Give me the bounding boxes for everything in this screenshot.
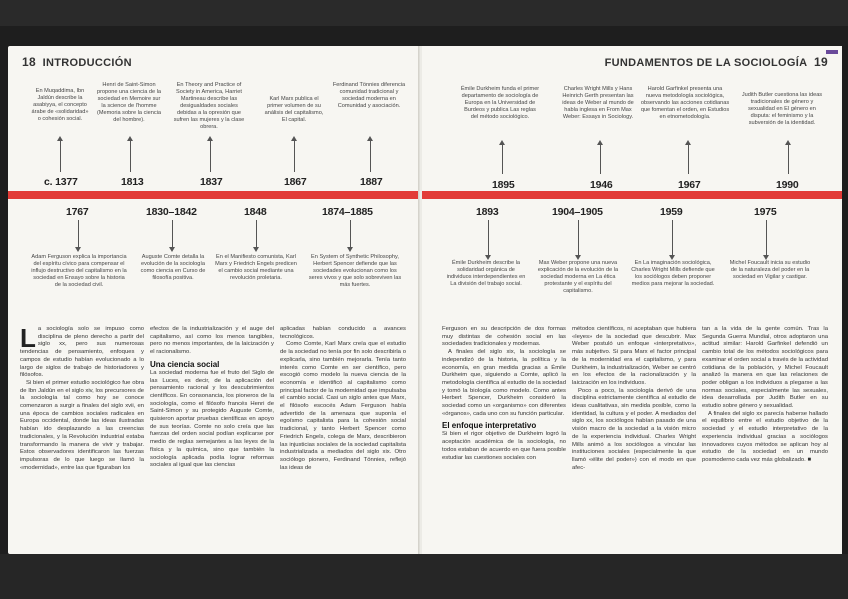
arrow-1990 — [788, 144, 789, 174]
arrow-1867 — [294, 140, 295, 172]
left-page-title: INTRODUCCIÓN — [42, 57, 132, 69]
year-1990: 1990 — [776, 179, 799, 191]
event-text-1830-1842: Auguste Comte detalla la evolución de la sociología como ciencia en Curso de filosofía positiva. — [140, 254, 206, 281]
year-1946: 1946 — [590, 179, 613, 191]
background-bottom — [0, 554, 848, 599]
paragraph: Si bien el primer estudio sociológico fue obra de Ibn Jaldún en el siglo xiv, los precursores de la sociología tal como hoy se conoce comenzaron a surgir a finales del siglo xvii, en una época de cambios sociales radicales en Europa occidental, donde las ideas ilustradas habían ido desplazando a las creencias tradicionales, y la Revolución industrial estaba transformando la manera de vivir y trabajar. Estos observadores identificaron las fuerzas impulsoras de lo que luego se llamó la «modernidad», entre las que figuraban los — [20, 379, 144, 471]
timeline-band-right — [422, 191, 842, 199]
right-page-number: 19 — [814, 55, 828, 69]
arrow-c1377 — [60, 140, 61, 172]
event-text-1767: Adam Ferguson explica la importancia del espíritu cívico para compensar el influjo destructivo del capitalismo en la sociedad en Ensayo sobre la historia de la sociedad civil. — [31, 254, 127, 288]
arrow-1904-1905 — [578, 220, 579, 256]
paragraph: A finales del siglo xix, la sociología se independizó de la historia, la política y la economía, en gran medida gracias a Émile Durkheim que, siguiendo a Comte, aplicó la metodología científica al estudio de la sociedad y tomó la biología como modelo. Como antes Herbert Spencer, Durkheim consideró la sociedad como un «organismo» con diferentes «órganos», cada uno con su función particular. — [442, 349, 566, 417]
section-heading: Una ciencia social — [150, 359, 220, 369]
paragraph: Poco a poco, la sociología derivó de una disciplina estrictamente científica al estudio de ideas cualitativas, sin medida posible, como la identidad, la cultura y el poder. A mediados del siglo xx, los sociólogos habían pasado de una visión macro de la sociedad a la visión micro de la experiencia individual. Charles Wright Mills animó a los sociólogos a vincular las instituciones sociales (especialmente la que llamó «élite del poder») con el modo en que afec- — [572, 387, 696, 471]
year-1837: 1837 — [200, 176, 223, 188]
right-column-3 — [702, 326, 828, 465]
paragraph: aplicadas habían conducido a avances tecnológicos. — [280, 326, 406, 340]
event-text-1848: En el Manifiesto comunista, Karl Marx y Friedrich Engels predicen el cambio social mediante una revolución proletaria. — [215, 254, 297, 281]
event-text-1904-1905: Max Weber propone una nueva explicación de la evolución de la sociedad moderna en La ética protestante y el espíritu del capitalismo. — [537, 260, 619, 294]
year-1867: 1867 — [284, 176, 307, 188]
event-text-1813: Henri de Saint-Simon propone una ciencia de la sociedad en Memoire sur la science de l'homme (Memoria sobre la ciencia del hombre). — [96, 82, 162, 123]
year-1848: 1848 — [244, 206, 267, 218]
paragraph: A finales del siglo xx parecía haberse hallado el equilibrio entre el estudio objetivo de la sociedad y el estudio interpretativo de la experiencia individual gracias a sociólogos innovadores cuyos métodos se aplican hoy al estudio de la sociedad en un mundo posmoderno cada vez más globalizado. ■ — [702, 410, 828, 463]
arrow-1975 — [766, 220, 767, 256]
event-text-1837: En Theory and Practice of Society in America, Harriet Martineau describe las desigualdades sociales debidas a la opresión que sufren las mujeres y la clase obrera. — [173, 82, 245, 130]
section-heading: El enfoque interpretativo — [442, 421, 537, 431]
year-1904-1905: 1904–1905 — [552, 206, 603, 218]
event-text-1959: En La imaginación sociológica, Charles Wright Mills defiende que los sociólogos deben proponer medios para mejorar la sociedad. — [631, 260, 715, 287]
year-1887: 1887 — [360, 176, 383, 188]
event-text-1867: Karl Marx publica el primer volumen de su análisis del capitalismo, El capital. — [264, 96, 324, 123]
event-text-1887: Ferdinand Tönnies diferencia comunidad tradicional y sociedad moderna en Comunidad y asociación. — [332, 82, 406, 109]
event-text-1990: Judith Butler cuestiona las ideas tradicionales de género y sexualidad en El género en disputa: el feminismo y la subversión de la identidad. — [741, 92, 823, 126]
paragraph: Ferguson en su descripción de dos formas muy distintas de cohesión social en las sociedades tradicionales y modernas. — [442, 326, 566, 348]
arrow-1874-1885 — [350, 220, 351, 248]
year-1830-1842: 1830–1842 — [146, 206, 197, 218]
event-text-c1377: En Muqaddima, Ibn Jaldún describe la asabiyya, el concepto árabe de «solidaridad» o cohesión social. — [31, 88, 89, 122]
left-page — [8, 46, 420, 554]
event-text-1975: Michel Foucault inicia su estudio de la naturaleza del poder en la sociedad en Vigilar y castigar. — [729, 260, 811, 280]
paragraph: tan a la vida de la gente común. Tras la Segunda Guerra Mundial, otros adoptaron una actitud similar: Harold Garfinkel defendió un cambio total de los métodos sociológicos para examinar el orden social a través de la actividad cotidiana de la población, y Michel Foucault analizó la manera en que las relaciones de poder obligan a los individuos a plegarse a las normas sociales, especialmente las sexuales, idea desarrollada por Judith Butler en su estudio sobre género y sexualidad. — [702, 326, 828, 410]
right-column-1 — [442, 326, 566, 462]
paragraph: efectos de la industrialización y el auge del capitalismo, así como los menos tangibles, pero no menos importantes, de la laicización y el racionalismo. — [150, 326, 274, 356]
left-column-1 — [20, 323, 144, 472]
arrow-1946 — [600, 144, 601, 174]
year-1767: 1767 — [66, 206, 89, 218]
right-page-title: FUNDAMENTOS DE LA SOCIOLOGÍA — [604, 57, 808, 69]
left-column-3 — [280, 326, 406, 472]
drop-cap: L — [20, 323, 36, 353]
arrow-1959 — [672, 220, 673, 256]
event-text-1874-1885: En System of Synthetic Philosophy, Herbert Spencer defiende que las sociedades evolucionan como los seres vivos y que solo sobreviven las más fuertes. — [308, 254, 402, 288]
paragraph: La sociedad moderna fue el fruto del Siglo de las Luces, es decir, de la aplicación del pensamiento racional y los descubrimientos científicos. En consonancia, los pioneros de la sociología, como el filósofo francés Henri de Saint-Simon y su protegido Auguste Comte, quisieron aportar pruebas científicas en apoyo de sus teorías. Comte no solo creía que las fuerzas del orden social podían explicarse por medio de reglas semejantes a las leyes de la física y la química, sino que también la sociología aplicada podía lograr reformas sociales al igual que las ciencias — [150, 369, 274, 469]
arrow-1830-1842 — [172, 220, 173, 248]
arrow-1895 — [502, 144, 503, 174]
event-text-1893: Émile Durkheim describe la solidaridad orgánica de individuos interdependientes en La división del trabajo social. — [446, 260, 526, 287]
event-text-1946: Charles Wright Mills y Hans Heinrich Gerth presentan las ideas de Weber al mundo de habla inglesa en From Max Weber: Essays in Sociology. — [562, 86, 634, 120]
arrow-1813 — [130, 140, 131, 172]
arrow-1848 — [256, 220, 257, 248]
year-1895: 1895 — [492, 179, 515, 191]
event-text-1895: Émile Durkheim funda el primer departamento de sociología de Europa en la Universidad de Burdeos y publica Las reglas del método sociológico. — [460, 86, 540, 120]
paragraph: La sociología solo se impuso como disciplina de pleno derecho a partir del siglo xx, pero sus numerosas tendencias de pensamiento, enfoques y campos de estudio habían evolucionado a lo largo de siglos de trabajo de historiadores y filósofos. — [20, 323, 144, 379]
left-page-number: 18 — [22, 55, 36, 69]
left-page-header — [22, 55, 132, 69]
year-1975: 1975 — [754, 206, 777, 218]
paragraph: Si bien el rigor objetivo de Durkheim logró la aceptación académica de la sociología, no todos estaban de acuerdo en que fuera posible estudiar las cuestiones sociales con — [442, 431, 566, 461]
paragraph: Como Comte, Karl Marx creía que el estudio de la sociedad no tenía por fin solo describirla o explicarla, sino también mejorarla. Tenía tanto interés como Comte en ser científico, pero escogió como modelo la nueva ciencia de la economía e identificó al capitalismo como principal factor de la modernidad que impulsaba el cambio social. Casi un siglo antes que Marx, el filósofo escocés Adam Ferguson había advertido de la amenaza que suponía el egoísmo capitalista para la cohesión social tradicional, y tanto Herbert Spencer como Friedrich Engels, colega de Marx, describieron las injusticias sociales de la sociedad capitalista industrializada a mediados del siglo xix. Otro sociólogo pionero, Ferdinand Tönnies, reflejó las ideas de — [280, 341, 406, 471]
timeline-band-left — [8, 191, 420, 199]
year-c1377: c. 1377 — [44, 176, 78, 188]
background-top — [0, 0, 848, 26]
page-edge-accent — [826, 50, 838, 54]
right-page — [422, 46, 842, 554]
arrow-1837 — [210, 140, 211, 172]
right-page-header — [605, 55, 828, 69]
arrow-1893 — [488, 220, 489, 256]
event-text-1967: Harold Garfinkel presenta una nueva metodología sociológica, observando las acciones cotidianas que fomentan el orden, en Estudios en etnometodología. — [640, 86, 730, 120]
year-1893: 1893 — [476, 206, 499, 218]
left-column-2 — [150, 326, 274, 470]
year-1874-1885: 1874–1885 — [322, 206, 373, 218]
arrow-1767 — [78, 220, 79, 248]
year-1967: 1967 — [678, 179, 701, 191]
arrow-1887 — [370, 140, 371, 172]
arrow-1967 — [688, 144, 689, 174]
right-column-2 — [572, 326, 696, 472]
year-1959: 1959 — [660, 206, 683, 218]
year-1813: 1813 — [121, 176, 144, 188]
paragraph: métodos científicos, ni aceptaban que hubiera «leyes» de la sociedad que descubrir. Max Weber postuló un enfoque «interpretativo», más subjetivo. Si para Marx el factor principal de la modernidad era el capitalismo, y para Durkheim, la industrialización, Weber se centró en los efectos de la racionalización y la laicización en los individuos. — [572, 326, 696, 386]
